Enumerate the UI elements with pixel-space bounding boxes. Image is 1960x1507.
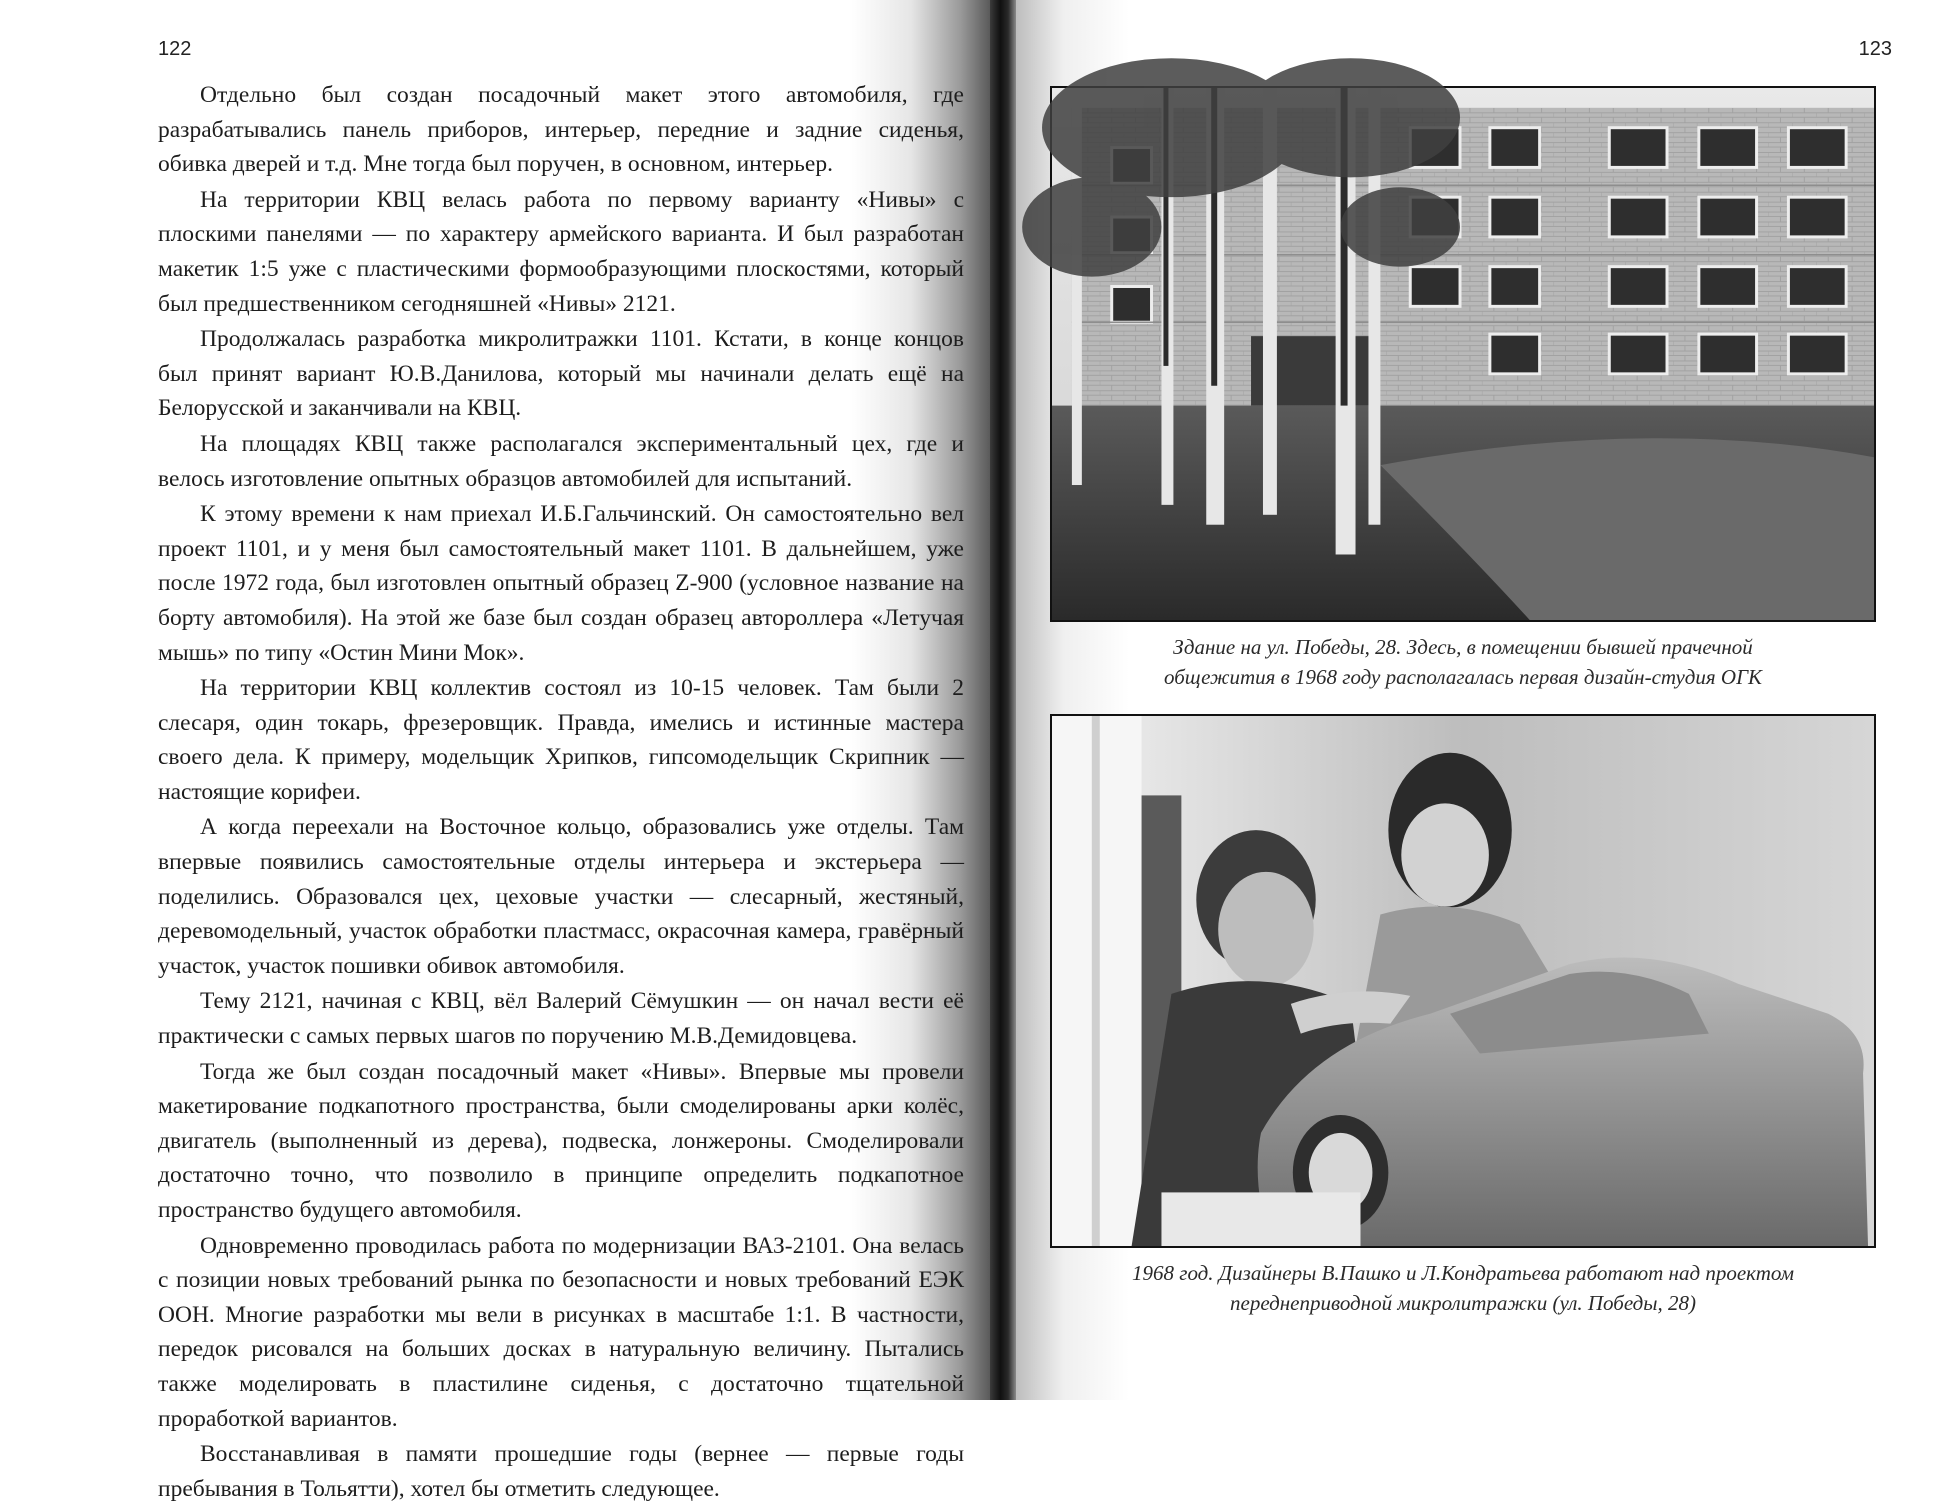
figure-designers: [1050, 714, 1876, 1318]
figure-caption: [1050, 632, 1876, 692]
book-spine: [990, 0, 1016, 1400]
paragraph: На территории КВЦ велась работа по первому варианту «Нивы» с плоскими панелями — по характеру армейского варианта. И был разработан макетик 1:5 уже с пластическими формообразующими плоскостями, который был предшественником сегодняшней «Нивы» 2121.: [158, 186, 964, 317]
figure-caption: [1050, 1258, 1876, 1318]
paragraph: К этому времени к нам приехал И.Б.Гальчинский. Он самостоятельно вел проект 1101, и у меня был самостоятельный макет 1101. В дальнейшем, уже после 1972 года, был изготовлен опытный образец Z-900 (условное название на борту автомобиля). На этой же базе был создан образец автороллера «Летучая мышь» по типу «Остин Мини Мок».: [158, 501, 964, 666]
caption-line: переднеприводной микролитражки (ул. Победы, 28): [1230, 1291, 1696, 1315]
body-text: [158, 78, 964, 1507]
caption-line: общежития в 1968 году располагалась первая дизайн-студия ОГК: [1163, 665, 1762, 689]
paragraph: Восстанавливая в памяти прошедшие годы (вернее — первые годы пребывания в Тольятти), хотел бы отметить следующее.: [158, 1441, 964, 1502]
designers-photo: [1050, 714, 1876, 1248]
paragraph: А когда переехали на Восточное кольцо, образовались уже отделы. Там впервые появились самостоятельные отделы интерьера и экстерьера — поделились. Образовался цех, цеховые участки — слесарный, жестяный, деревомодельный, участок обработки пластмасс, окрасочная камера, гравёрный участок, участок пошивки обивок автомобиля.: [158, 814, 964, 979]
designers-photo-image: [1052, 716, 1874, 1246]
caption-line: 1968 год. Дизайнеры В.Пашко и Л.Кондратьева работают над проектом: [1132, 1261, 1794, 1285]
paragraph: Одновременно проводилась работа по модернизации ВАЗ-2101. Она велась с позиции новых требований рынка по безопасности и новых требований ЕЭК ООН. Многие разработки мы вели в рисунках в масштабе 1:1. В частности, передок рисовался на больших досках в натуральную величину. Пытались также моделировать в пластилине сиденья, с достаточно тщательной проработкой вариантов.: [158, 1232, 964, 1432]
paragraph: На территории КВЦ коллектив состоял из 10-15 человек. Там были 2 слесаря, один токарь, фрезеровщик. Правда, имелись и истинные мастера своего дела. К примеру, модельщик Хрипков, гипсомодельщик Скрипник — настоящие корифеи.: [158, 675, 964, 805]
figure-building: [1050, 86, 1876, 692]
paragraph: На площадях КВЦ также располагался экспериментальный цех, где и велось изготовление опытных образцов автомобилей для испытаний.: [158, 430, 964, 492]
building-photo: [1050, 86, 1876, 622]
paragraph: Тему 2121, начиная с КВЦ, вёл Валерий Сёмушкин — он начал вести её практически с самых первых шагов по поручению М.В.Демидовцева.: [158, 988, 964, 1050]
paragraph: Продолжалась разработка микролитражки 1101. Кстати, в конце концов был принят вариант Ю.В.Данилова, который мы начинали делать ещё на Белорусской и заканчивали на КВЦ.: [158, 326, 964, 422]
right-page: [1016, 0, 1960, 1400]
paragraph: Тогда же был создан посадочный макет «Нивы». Впервые мы провели макетирование подкапотного пространства, были смоделированы арки колёс, двигатель (выполненный из дерева), подвеска, лонжероны. Смоделировали достаточно точно, что позволило в принципе определить подкапотное пространство будущего автомобиля.: [158, 1058, 964, 1223]
caption-line: Здание на ул. Победы, 28. Здесь, в помещении бывшей прачечной: [1173, 635, 1753, 659]
page-number-left: 122: [158, 38, 192, 60]
page-number-right: 123: [1858, 38, 1892, 60]
building-photo-image: [1052, 88, 1874, 620]
paragraph: Отдельно был создан посадочный макет этого автомобиля, где разрабатывались панель приборов, интерьер, передние и задние сиденья, обивка дверей и т.д. Мне тогда был поручен, в основном, интерьер.: [158, 82, 964, 178]
